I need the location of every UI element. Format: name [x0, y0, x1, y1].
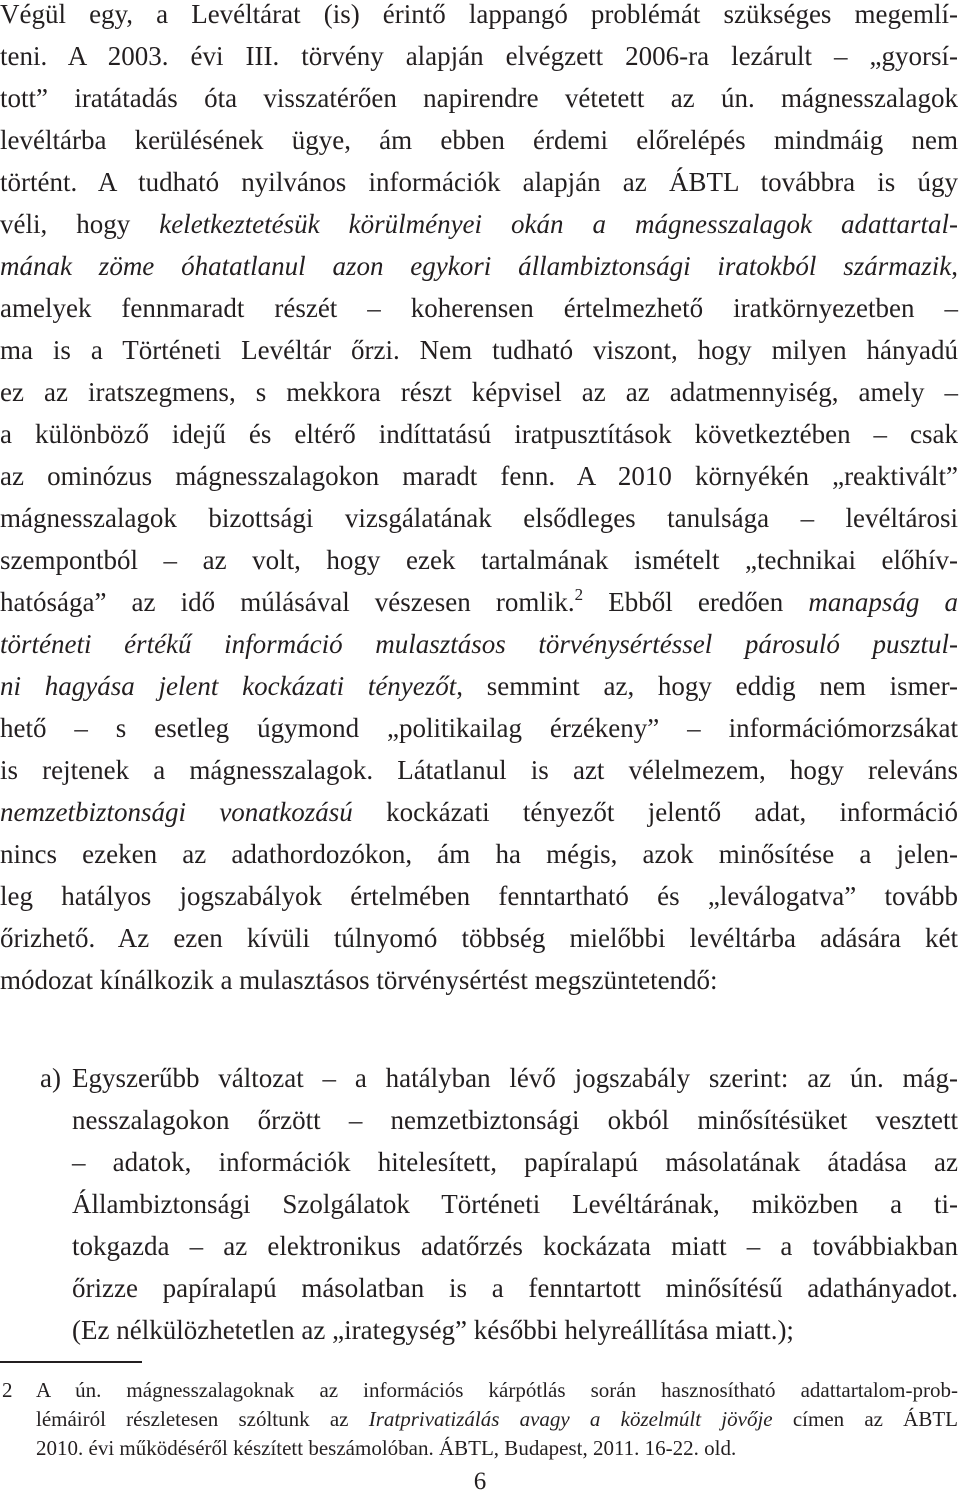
paragraph-line — [0, 287, 958, 329]
italic-span: keletkeztetésük körülményei okán a mágnesszalagok adattartal- — [159, 209, 958, 239]
text-span: módozat kínálkozik a mulasztásos törvénysértést megszüntetendő: — [0, 965, 718, 995]
list-item-line: – adatok, információk hitelesített, papíralapú másolatának átadása az — [72, 1147, 958, 1177]
text-span: , — [951, 251, 958, 281]
paragraph-line — [0, 0, 958, 35]
footnote-separator — [0, 1361, 142, 1363]
text-span: Végül egy, a Levéltárat (is) érintő lappangó problémát szükséges megemlí- — [0, 0, 958, 29]
text-span: ez az iratszegmens, s mekkora részt képvisel az az adatmennyiség, amely – — [0, 377, 958, 407]
paragraph-line — [0, 917, 958, 959]
paragraph-line — [0, 749, 958, 791]
text-span: lémáiról részletesen szóltunk az — [36, 1407, 369, 1431]
text-span: kockázati tényezőt jelentő adat, információ — [352, 797, 958, 827]
footnote-line — [36, 1375, 958, 1405]
text-span: az ominózus mágnesszalagokon maradt fenn. A 2010 környékén „reaktivált” — [0, 461, 958, 491]
paragraph-line — [0, 161, 958, 203]
italic-span: nemzetbiztonsági vonatkozású — [0, 797, 353, 827]
paragraph-line — [0, 455, 958, 497]
list-item-line: Egyszerűbb változat – a hatályban lévő jogszabály szerint: az ún. mág- — [72, 1063, 958, 1093]
text-span: mágnesszalagok bizottsági vizsgálatának elsődleges tanulsága – levéltárosi — [0, 503, 958, 533]
text-span: , semmint az, hogy eddig nem ismer- — [456, 671, 959, 701]
footnote-number: 2 — [2, 1378, 13, 1402]
text-span: a különböző idejű és eltérő indíttatású iratpusztítások következtében – csak — [0, 419, 958, 449]
text-span: címen az ÁBTL — [772, 1407, 959, 1431]
footnote-line — [36, 1404, 958, 1434]
footnote-ref: 2 — [574, 585, 584, 604]
text-span: véli, hogy — [0, 209, 160, 239]
paragraph-line — [0, 35, 958, 77]
paragraph-line — [0, 119, 958, 161]
paragraph-line — [0, 665, 958, 707]
text-span: Ebből eredően — [583, 587, 809, 617]
paragraph-line — [0, 959, 958, 1001]
text-span: tott” iratátadás óta visszatérően napirendre vétetett az ún. mágnesszalagok — [0, 83, 958, 113]
list-item-line: tokgazda – az elektronikus adatőrzés kockázata miatt – a továbbiakban — [72, 1231, 958, 1261]
italic-span: Iratprivatizálás avagy a közelmúlt jövője — [368, 1407, 773, 1431]
list-item-label: a) — [40, 1063, 61, 1093]
text-span: hető – s esetleg úgymond „politikailag érzékeny” – információmorzsákat — [0, 713, 958, 743]
paragraph-line — [0, 707, 958, 749]
text-span: levéltárba kerülésének ügye, ám ebben érdemi előrelépés mindmáig nem — [0, 125, 958, 155]
paragraph-line — [0, 497, 958, 539]
list-item-line: őrizze papíralapú másolatban is a fenntartott minősítésű adathányadot. — [72, 1273, 958, 1303]
text-span: történt. A tudható nyilvános információk alapján az ÁBTL továbbra is úgy — [0, 167, 958, 197]
paragraph-line — [0, 77, 958, 119]
text-span: teni. A 2003. évi III. törvény alapján elvégzett 2006-ra lezárult – „gyorsí- — [0, 41, 958, 71]
text-span: nincs ezeken az adathordozókon, ám ha mégis, azok minősítése a jelen- — [0, 839, 958, 869]
italic-span: történeti értékű információ mulasztásos törvénysértéssel párosuló pusztul- — [0, 629, 958, 659]
paragraph-line — [0, 791, 958, 833]
paragraph-line — [0, 245, 958, 287]
text-span: A ún. mágnesszalagoknak az információs kárpótlás során hasznosítható adattartalom-prob- — [36, 1378, 958, 1402]
italic-span: ni hagyása jelent kockázati tényezőt — [0, 671, 457, 701]
footnote-line — [36, 1433, 958, 1463]
text-span: is rejtenek a mágnesszalagok. Látatlanul is azt vélelmezem, hogy releváns — [0, 755, 958, 785]
paragraph-line — [0, 413, 958, 455]
text-span: őrizhető. Az ezen kívüli túlnyomó többség mielőbbi levéltárba adására két — [0, 923, 958, 953]
page-number: 6 — [473, 1468, 487, 1495]
list-item-line: Állambiztonsági Szolgálatok Történeti Levéltárának, miközben a ti- — [72, 1189, 958, 1219]
text-span: hatósága” az idő múlásával vészesen romlik. — [0, 587, 575, 617]
text-span: ma is a Történeti Levéltár őrzi. Nem tudható viszont, hogy milyen hányadú — [0, 335, 958, 365]
italic-span: manapság a — [808, 587, 959, 617]
italic-span: mának zöme óhatatlanul azon egykori állambiztonsági iratokból származik — [0, 251, 952, 281]
text-span: szempontból – az volt, hogy ezek tartalmának ismételt „technikai előhív- — [0, 545, 958, 575]
paragraph-line — [0, 875, 958, 917]
paragraph-line — [0, 539, 958, 581]
paragraph-line — [0, 371, 958, 413]
paragraph-line — [0, 581, 958, 623]
paragraph-line — [0, 623, 958, 665]
paragraph-line — [0, 329, 958, 371]
list-item-line: nesszalagokon őrzött – nemzetbiztonsági okból minősítésüket vesztett — [72, 1105, 958, 1135]
paragraph-line — [0, 833, 958, 875]
paragraph-line — [0, 203, 958, 245]
list-item-line: (Ez nélkülözhetetlen az „irategység” későbbi helyreállítása miatt.); — [72, 1315, 794, 1345]
text-span: leg hatályos jogszabályok értelmében fenntartható és „leválogatva” tovább — [0, 881, 958, 911]
text-span: amelyek fennmaradt részét – koherensen értelmezhető iratkörnyezetben – — [0, 293, 958, 323]
text-span: 2010. évi működéséről készített beszámolóban. ÁBTL, Budapest, 2011. 16-22. old. — [36, 1436, 737, 1460]
